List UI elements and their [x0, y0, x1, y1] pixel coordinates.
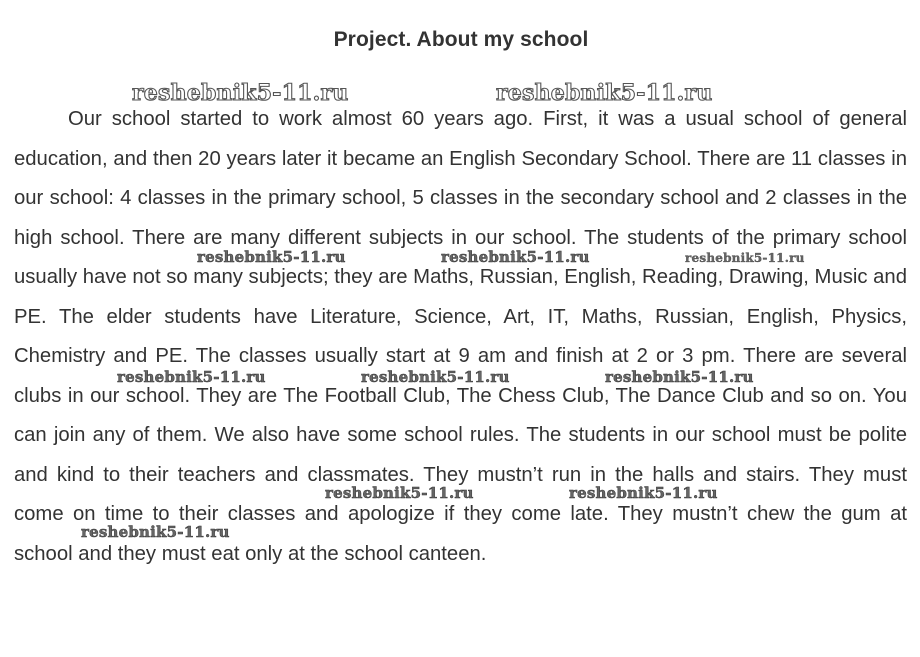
watermark: reshebnik5-11.ru [569, 484, 718, 502]
watermark: reshebnik5-11.ru [197, 248, 346, 266]
watermark: reshebnik5-11.ru [605, 368, 754, 386]
watermark: reshebnik5-11.ru [325, 484, 474, 502]
watermark: reshebnik5-11.ru [685, 251, 805, 265]
watermark: reshebnik5-11.ru [496, 80, 713, 106]
watermark: reshebnik5-11.ru [117, 368, 266, 386]
watermark: reshebnik5-11.ru [81, 523, 230, 541]
watermark: reshebnik5-11.ru [441, 248, 590, 266]
watermark: reshebnik5-11.ru [361, 368, 510, 386]
watermark: reshebnik5-11.ru [132, 80, 349, 106]
page-title: Project. About my school [333, 28, 589, 51]
body-paragraph: Our school started to work almost 60 years ago. First, it was a usual school of general education, and then 20 years later it became an English Secondary School. There are 11 classes in our school: 4 classes in the primary school, 5 classes in the secondary school and 2 classes in the high school. There are many different subjects in our school. The students of the primary school usually have not so many subjects; they are Maths, Russian, English, Reading, Drawing, Music and PE. The elder students have Literature, Science, Art, IT, Maths, Russian, English, Physics, Chemistry and PE. The classes usually start at 9 am and finish at 2 or 3 pm. There are several clubs in our school. They are The Football Club, The Chess Club, The Dance Club and so on. You can join any of them. We also have some school rules. The students in our school must be polite and kind to their teachers and classmates. They mustn’t run in the halls and stairs. They must come on time to their classes and apologize if they come late. They mustn’t chew the gum at school and they must eat only at the school canteen. [14, 108, 907, 565]
